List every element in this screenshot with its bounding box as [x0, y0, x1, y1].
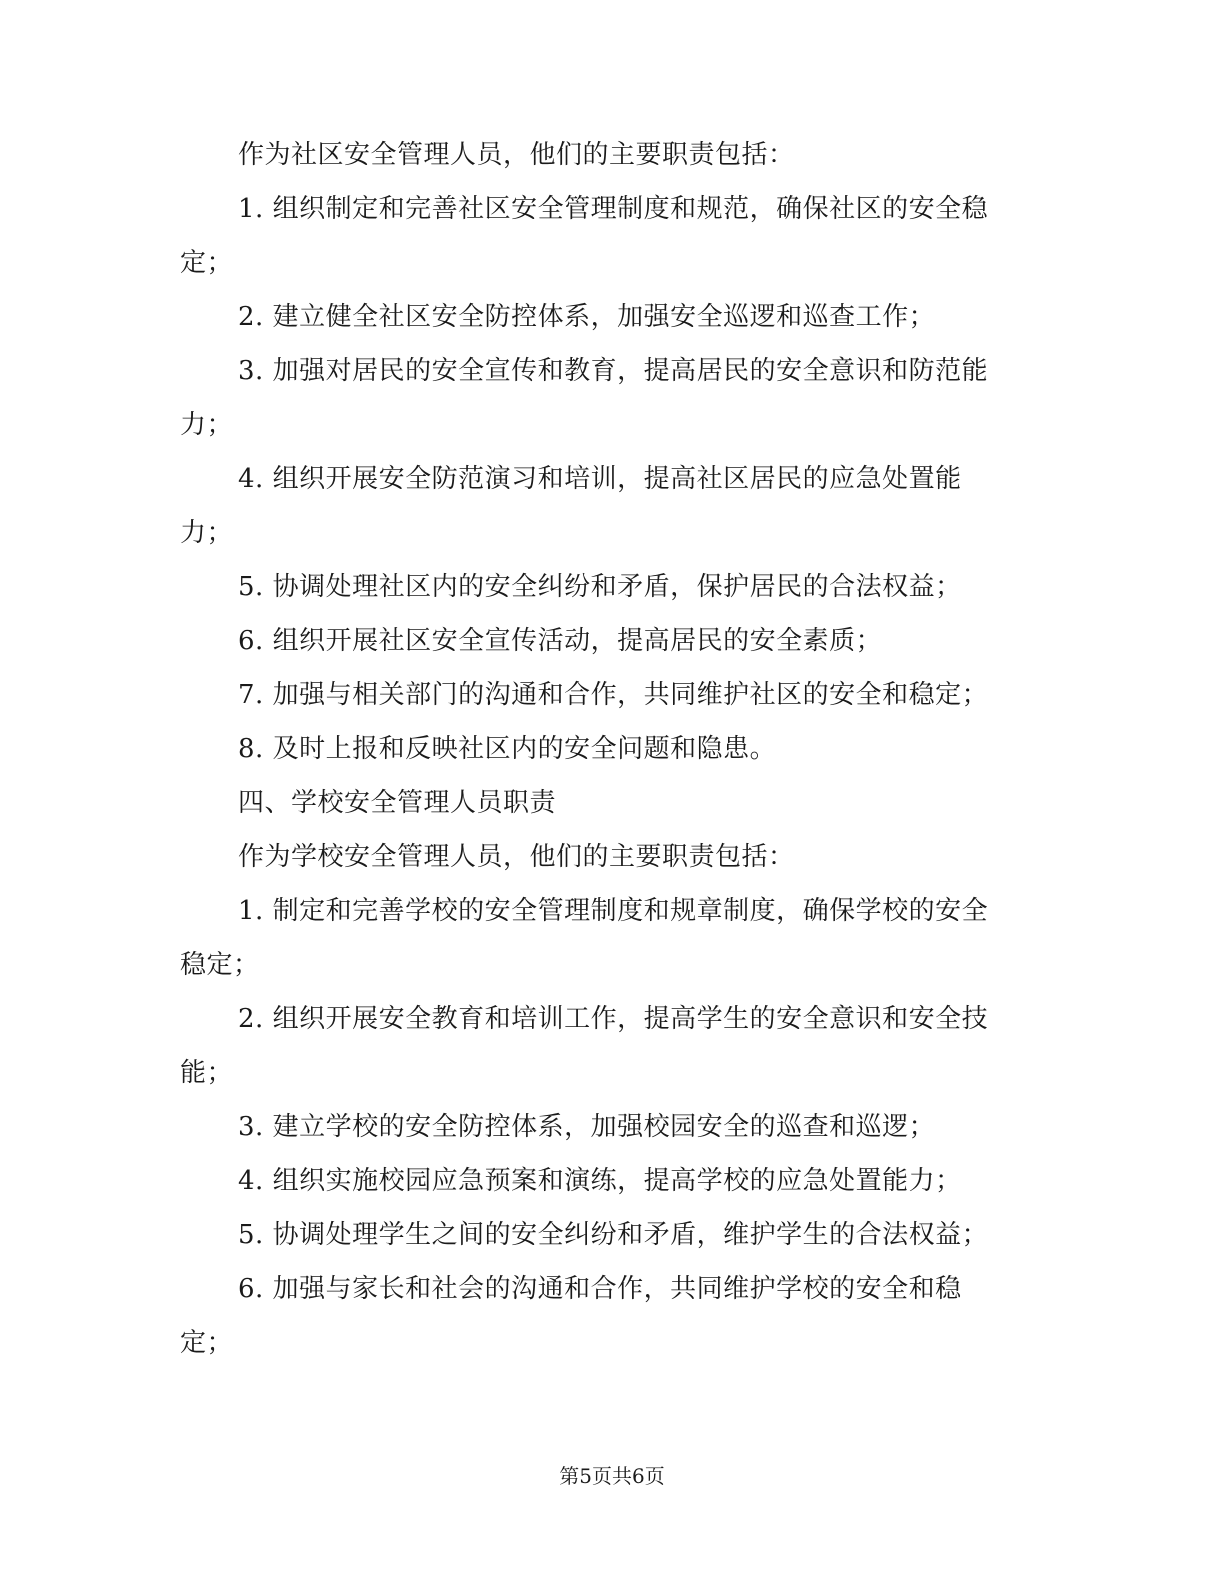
text-line: 6. 组织开展社区安全宣传活动，提高居民的安全素质；	[238, 626, 883, 656]
text-line: 2. 建立健全社区安全防控体系，加强安全巡逻和巡查工作；	[238, 302, 936, 332]
document-body	[180, 128, 1040, 1370]
text-line: 1. 组织制定和完善社区安全管理制度和规范，确保社区的安全稳	[238, 194, 989, 224]
text-line: 5. 协调处理学生之间的安全纠纷和矛盾，维护学生的合法权益；	[238, 1220, 989, 1250]
text-line: 6. 加强与家长和社会的沟通和合作，共同维护学校的安全和稳	[238, 1274, 962, 1304]
text-line: 作为社区安全管理人员，他们的主要职责包括：	[238, 140, 795, 170]
text-line: 8. 及时上报和反映社区内的安全问题和隐患。	[238, 734, 777, 764]
text-line: 3. 建立学校的安全防控体系，加强校园安全的巡查和巡逻；	[238, 1112, 936, 1142]
text-line: 1. 制定和完善学校的安全管理制度和规章制度，确保学校的安全	[238, 896, 989, 926]
text-line: 4. 组织开展安全防范演习和培训，提高社区居民的应急处置能	[238, 464, 962, 494]
text-line: 能；	[180, 1058, 234, 1088]
text-line: 7. 加强与相关部门的沟通和合作，共同维护社区的安全和稳定；	[238, 680, 989, 710]
text-line: 4. 组织实施校园应急预案和演练，提高学校的应急处置能力；	[238, 1166, 962, 1196]
text-line: 3. 加强对居民的安全宣传和教育，提高居民的安全意识和防范能	[238, 356, 989, 386]
text-line: 定；	[180, 1328, 234, 1358]
text-line: 5. 协调处理社区内的安全纠纷和矛盾，保护居民的合法权益；	[238, 572, 962, 602]
text-line: 力；	[180, 410, 234, 440]
text-line: 定；	[180, 248, 234, 278]
text-line: 力；	[180, 518, 234, 548]
section-heading: 四、学校安全管理人员职责	[238, 788, 557, 818]
text-line: 稳定；	[180, 950, 260, 980]
page-number: 第5页共6页	[559, 1464, 665, 1488]
text-line: 作为学校安全管理人员，他们的主要职责包括：	[238, 842, 795, 872]
text-line: 2. 组织开展安全教育和培训工作，提高学生的安全意识和安全技	[238, 1004, 989, 1034]
